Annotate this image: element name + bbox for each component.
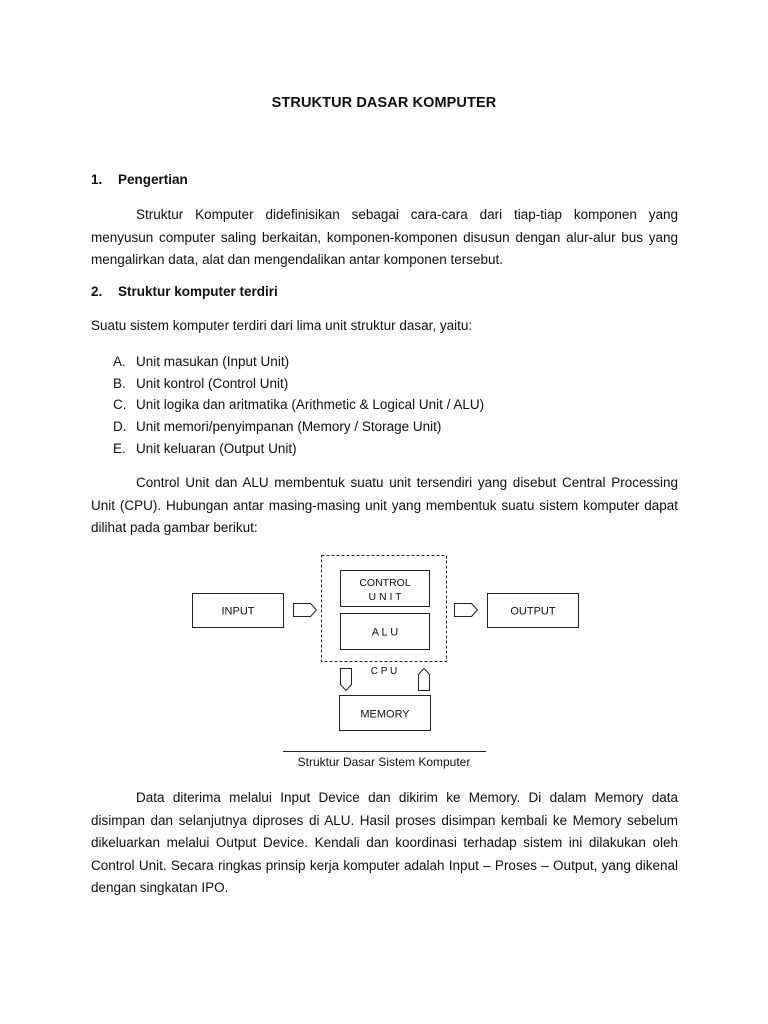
section-1-heading: [91, 172, 188, 187]
memory-box: [340, 696, 431, 731]
section-1-number: 1.: [91, 172, 103, 187]
output-label: OUTPUT: [510, 605, 556, 618]
control-label-line1: CONTROL: [359, 577, 411, 589]
alu-box: [341, 614, 430, 650]
list-item: E. Unit keluaran (Output Unit): [113, 440, 297, 456]
output-box: [488, 594, 579, 628]
list-item: C. Unit logika dan aritmatika (Arithmetic & Logical Unit / ALU): [113, 397, 485, 413]
section-1-paragraph: Struktur Komputer didefinisikan sebagai cara-cara dari tiap-tiap komponen yang menyusun computer saling berkaitan, komponen-komponen disusun dengan alur-alur bus yang mengalirkan data, alat dan mengendalikan antar komponen tersebut.: [91, 207, 678, 267]
input-label: INPUT: [221, 605, 255, 618]
closing-paragraph: Data diterima melalui Input Device dan dikirim ke Memory. Di dalam Memory data disimpan dan selanjutnya diproses di ALU. Hasil proses disimpan kembali ke Memory sebelum dikeluarkan melalui Output Device. Kendali dan koordinasi terhadap sistem ini dilakukan oleh Control Unit. Secara ringkas prinsip kerja komputer adalah Input – Proses – Output, yang dikenal dengan singkatan IPO.: [91, 790, 678, 895]
list-item: B. Unit kontrol (Control Unit): [113, 375, 289, 391]
list-item: A. Unit masukan (Input Unit): [113, 354, 290, 369]
section-2-heading: [91, 284, 278, 299]
cpu-paragraph: Control Unit dan ALU membentuk suatu unit tersendiri yang disebut Central Processing Unit (CPU). Hubungan antar masing-masing unit yang membentuk suatu sistem komputer dapat dilihat pada gambar berikut:: [91, 475, 678, 535]
diagram-caption: Struktur Dasar Sistem Komputer: [297, 755, 471, 769]
control-unit-box: [341, 571, 430, 607]
alu-label: A L U: [371, 626, 399, 639]
cpu-boundary: [322, 556, 447, 662]
arrow-down-icon: [341, 669, 352, 691]
list-item: D. Unit memori/penyimpanan (Memory / Storage Unit): [113, 419, 442, 435]
unit-list: [113, 351, 484, 460]
input-box: [193, 594, 284, 628]
memory-label: MEMORY: [360, 708, 410, 721]
section-2-number: 2.: [91, 284, 103, 299]
arrow-up-icon: [419, 669, 430, 691]
section-1-title: Pengertian: [118, 172, 188, 187]
arrow-right-icon: [294, 604, 317, 617]
page-title: STRUKTUR DASAR KOMPUTER: [271, 95, 497, 111]
cpu-label: C P U: [370, 666, 398, 677]
section-2-intro: Suatu sistem komputer terdiri dari lima unit struktur dasar, yaitu:: [91, 318, 473, 333]
arrow-right-icon: [455, 604, 478, 617]
section-2-title: Struktur komputer terdiri: [118, 284, 278, 299]
control-label-line2: U N I T: [368, 591, 402, 603]
